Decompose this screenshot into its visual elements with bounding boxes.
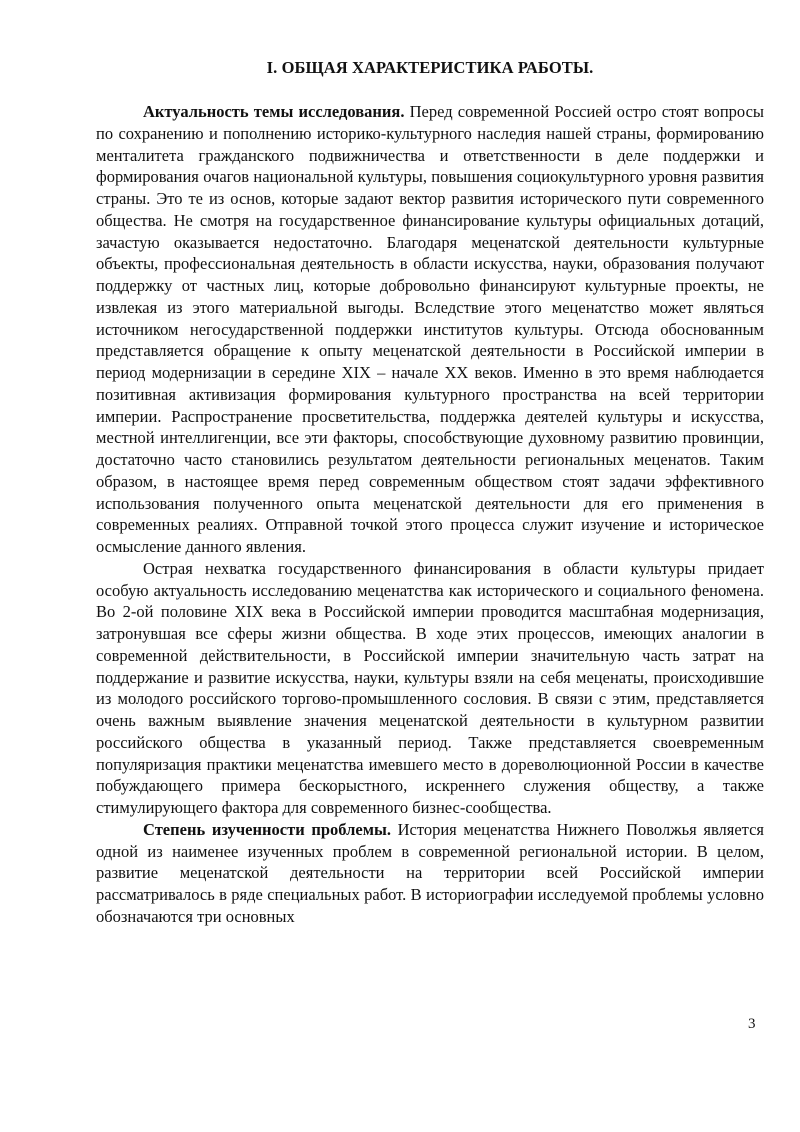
paragraph-relevance [96,101,764,558]
paragraph-text: Острая нехватка государственного финансирования в области культуры придает особую актуальность исследованию меценатства как исторического и социального феномена. Во 2-ой половине XIX века в Российской империи проводится масштабная модернизация, затронувшая все сферы жизни общества. В ходе этих процессов, имеющих аналогии в современной действительности, в Российской империи значительную часть затрат на поддержание и развитие искусства, науки, культуры взяли на себя меценаты, происходившие из молодого российского торгово-промышленного сословия. В связи с этим, представляется очень важным выявление значения меценатской деятельности в культурном развитии российского общества в указанный период. Также представляется своевременным популяризация практики меценатства имевшего место в дореволюционной России в качестве побуждающего примера бескорыстного, искреннего служения обществу, а также стимулирующего фактора для современного бизнес-сообщества. [96,558,764,817]
page-number: 3 [748,1016,756,1032]
document-body [96,101,764,928]
paragraph-lead: Степень изученности проблемы. [143,819,391,839]
paragraph-study-degree [96,819,764,928]
paragraph-funding [96,558,764,819]
section-title: I. ОБЩАЯ ХАРАКТЕРИСТИКА РАБОТЫ. [266,58,594,77]
paragraph-text: Перед современной Россией остро стоят вопросы по сохранению и пополнению историко-культурного наследия нашей страны, формированию менталитета гражданского подвижничества и ответственности в деле поддержки и формирования очагов национальной культуры, повышения социокультурного уровня развития страны. Это те из основ, которые задают вектор развития исторического пути современного общества. Не смотря на государственное финансирование культуры официальных дотаций, зачастую оказывается недостаточно. Благодаря меценатской деятельности культурные объекты, профессиональная деятельность в области искусства, науки, образования получают поддержку от частных лиц, которые добровольно финансируют культурные проекты, не извлекая из этого материальной выгоды. Вследствие этого меценатство может являться источником негосударственной поддержки институтов культуры. Отсюда обоснованным представляется обращение к опыту меценатской деятельности в Российской империи в период модернизации в середине XIX – начале XX веков. Именно в это время наблюдается позитивная активизация формирования культурного пространства на всей территории империи. Распространение просветительства, поддержка деятелей культуры и искусства, местной интеллигенции, все эти факторы, способствующие духовному развитию провинции, достаточно часто становились результатом деятельности региональных меценатов. Таким образом, в настоящее время перед современным обществом стоят задачи эффективного использования полученного опыта меценатской деятельности для его применения в современных реалиях. Отправной точкой этого процесса служит изучение и историческое осмысление данного явления. [96,102,764,556]
paragraph-lead: Актуальность темы исследования. [143,102,405,121]
paragraph-text: История меценатства Нижнего Поволжья является одной из наименее изученных проблем в современной региональной истории. В целом, развитие меценатской деятельности на территории всей Российской империи рассматривалось в ряде специальных работ. В историографии исследуемой проблемы условно обозначаются три основных [96,819,764,926]
